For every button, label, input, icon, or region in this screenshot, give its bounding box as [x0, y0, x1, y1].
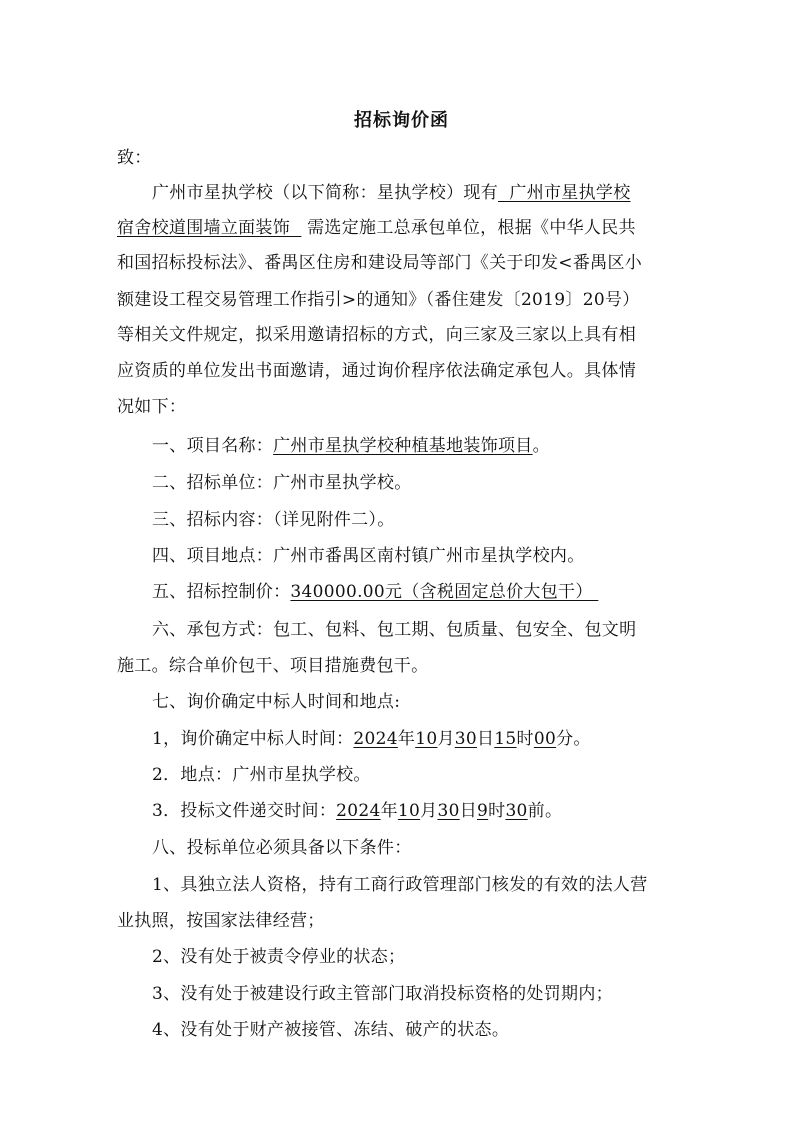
item-control-price — [152, 580, 598, 604]
item-project-name — [152, 434, 550, 458]
intro-line-6: 应资质的单位发出书面邀请，通过询价程序依法确定承包人。具体情 — [117, 361, 636, 381]
unit-day: 日 — [459, 801, 477, 821]
intro-line-1 — [152, 181, 631, 205]
item-project-location: 四、项目地点：广州市番禺区南村镇广州市星执学校内。 — [152, 546, 585, 566]
unit-hour: 时 — [516, 729, 534, 749]
item-value: 340000.00元（含税固定总价大包干） — [290, 582, 599, 602]
requirement-4: 4、没有处于财产被接管、冻结、破产的状态。 — [152, 1020, 510, 1040]
project-name-underlined: 宿舍校道围墙立面装饰 — [117, 218, 302, 238]
year: 2024 — [353, 729, 398, 749]
item-end: 。 — [532, 436, 550, 456]
item-label: 3．投标文件递交时间： — [152, 801, 337, 821]
requirement-2: 2、没有处于被责令停业的状态； — [152, 947, 406, 967]
hour: 9 — [477, 801, 489, 821]
item-contract-mode-1: 六、承包方式：包工、包料、包工期、包质量、包安全、包文明 — [152, 620, 637, 640]
unit-day: 日 — [476, 729, 495, 749]
unit-minute: 分。 — [556, 729, 591, 749]
day: 30 — [454, 729, 477, 749]
day: 30 — [437, 801, 460, 821]
item-label: 五、招标控制价： — [152, 582, 291, 602]
unit-hour: 时 — [488, 801, 506, 821]
unit-month: 月 — [420, 801, 438, 821]
item-place: 2．地点：广州市星执学校。 — [152, 765, 371, 785]
item-label: 一、项目名称： — [152, 436, 274, 456]
intro-line-4: 额建设工程交易管理工作指引>的通知》（番住建发〔2019〕20号） — [117, 290, 640, 310]
month: 10 — [397, 801, 421, 821]
item-tender-unit: 二、招标单位：广州市星执学校。 — [152, 473, 412, 493]
item-label: 1，询价确定中标人时间： — [152, 729, 354, 749]
intro-line-3: 和国招标投标法》、番禺区住房和建设局等部门《关于印发<番禺区小 — [117, 253, 643, 273]
item-value: 广州市星执学校种植基地装饰项目 — [273, 436, 533, 456]
minute: 30 — [505, 801, 528, 821]
salutation: 致： — [117, 148, 152, 168]
intro-line-5: 等相关文件规定，拟采用邀请招标的方式，向三家及三家以上具有相 — [117, 325, 636, 345]
item-requirements: 八、投标单位必须具备以下条件： — [152, 838, 412, 858]
hour: 15 — [494, 729, 517, 749]
unit-month: 月 — [437, 729, 455, 749]
unit-year: 年 — [380, 801, 398, 821]
item-contract-mode-2: 施工。综合单价包干、项目措施费包干。 — [117, 656, 429, 676]
minute: 00 — [533, 729, 557, 749]
item-tender-content: 三、招标内容：（详见附件二）。 — [152, 510, 395, 530]
unit-minute: 前。 — [527, 801, 563, 821]
month: 10 — [415, 729, 438, 749]
item-inquiry-time — [152, 727, 591, 751]
requirement-1-line-2: 业执照，按国家法律经营； — [117, 911, 325, 931]
project-name-underlined: 广州市星执学校 — [498, 183, 631, 203]
requirement-1-line-1: 1、具独立法人资格，持有工商行政管理部门核发的有效的法人营 — [152, 875, 648, 895]
intro-text: 需选定施工总承包单位，根据《中华人民共 — [301, 218, 636, 238]
unit-year: 年 — [397, 729, 416, 749]
intro-line-2 — [117, 216, 636, 240]
year: 2024 — [336, 801, 381, 821]
intro-line-7: 况如下： — [117, 397, 187, 417]
item-submission-time — [152, 799, 562, 823]
document-title: 招标询价函 — [354, 110, 449, 131]
intro-text: 广州市星执学校（以下简称：星执学校）现有 — [152, 183, 498, 203]
requirement-3: 3、没有处于被建设行政主管部门取消投标资格的处罚期内； — [152, 984, 613, 1004]
item-time-place: 七、询价确定中标人时间和地点: — [152, 692, 401, 712]
